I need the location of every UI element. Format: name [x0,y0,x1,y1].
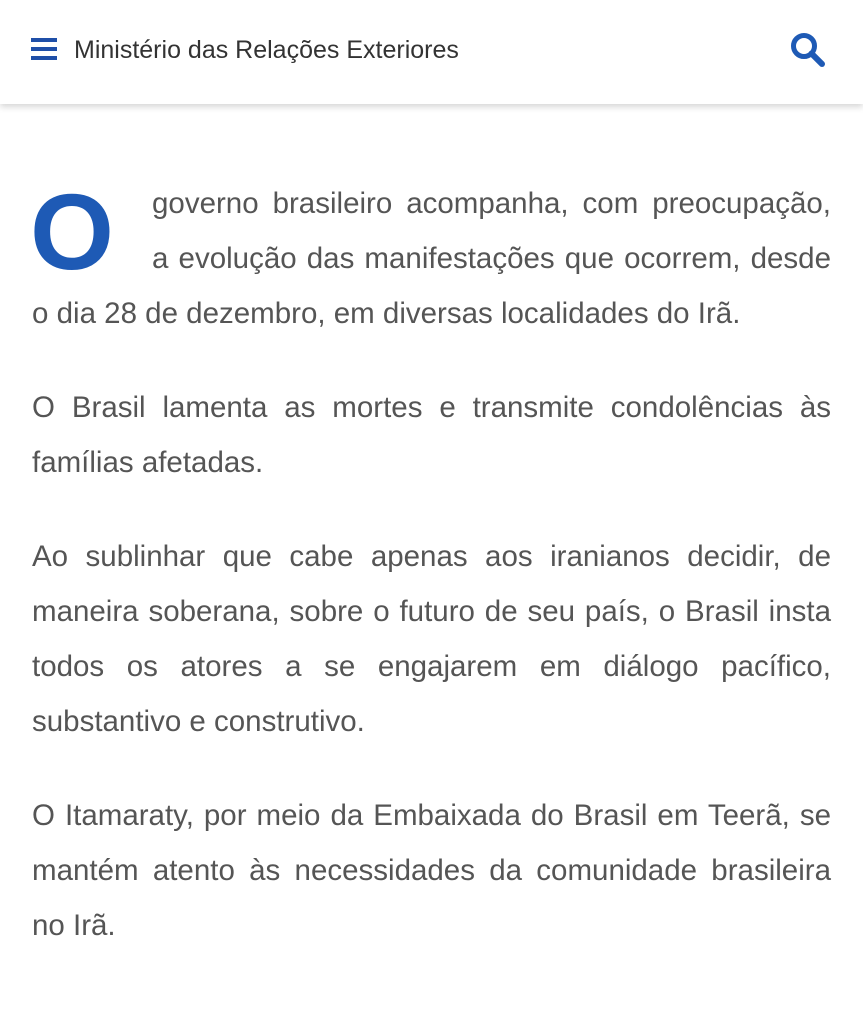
hamburger-menu-icon[interactable] [31,38,57,60]
article-paragraph-2: O Brasil lamenta as mortes e transmite condolências às famílias afetadas. [32,391,831,479]
dropcap-letter: O [30,171,113,292]
top-bar [0,0,863,104]
search-icon[interactable] [789,31,827,69]
paragraph-1-text: governo brasileiro acompanha, com preocupação, a evolução das manifestações que ocorrem, desde o dia 28 de dezembro, em diversas localidades do Irã. [32,187,831,330]
article-paragraph-3: Ao sublinhar que cabe apenas aos iranianos decidir, de maneira soberana, sobre o futuro de seu país, o Brasil insta todos os atores a se engajarem em diálogo pacífico, substantivo e construtivo. [32,540,831,738]
article-body [30,171,831,992]
article-paragraph-4: O Itamaraty, por meio da Embaixada do Brasil em Teerã, se mantém atento às necessidades da comunidade brasileira no Irã. [32,799,831,942]
site-title[interactable]: Ministério das Relações Exteriores [74,36,459,64]
article-paragraph-1 [30,171,831,341]
